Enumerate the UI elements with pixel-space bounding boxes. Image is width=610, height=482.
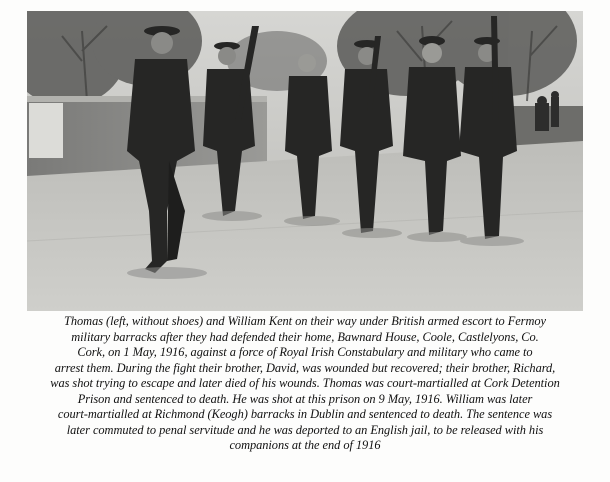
caption-line: Cork, on 1 May, 1916, against a force of Royal Irish Constabulary and military who came to — [77, 345, 533, 359]
caption-line: court-martialled at Richmond (Keogh) barracks in Dublin and sentenced to death. The sentence was — [57, 407, 553, 421]
caption-line: Prison and sentenced to death. He was shot at this prison on 9 May, 1916. William was later — [77, 391, 533, 406]
caption-line: later commuted to penal servitude and he was deported to an English jail, to be released with his — [66, 422, 544, 437]
photo-caption — [6, 314, 604, 454]
caption-line: arrest them. During the fight their brother, David, was wounded but recovered; their brother, Richard, — [54, 360, 556, 375]
caption-line: Thomas (left, without shoes) and William Kent on their way under British armed escort to Fermoy — [64, 314, 546, 328]
photograph-illustration — [27, 11, 583, 311]
caption-line: companions at the end of 1916 — [229, 438, 381, 452]
historical-photograph — [27, 11, 583, 311]
caption-line: military barracks after they had defended their home, Bawnard House, Coole, Castlelyons, Co. — [71, 329, 539, 344]
caption-line: was shot trying to escape and later died of his wounds. Thomas was court-martialled at Cork Detention — [50, 376, 560, 390]
